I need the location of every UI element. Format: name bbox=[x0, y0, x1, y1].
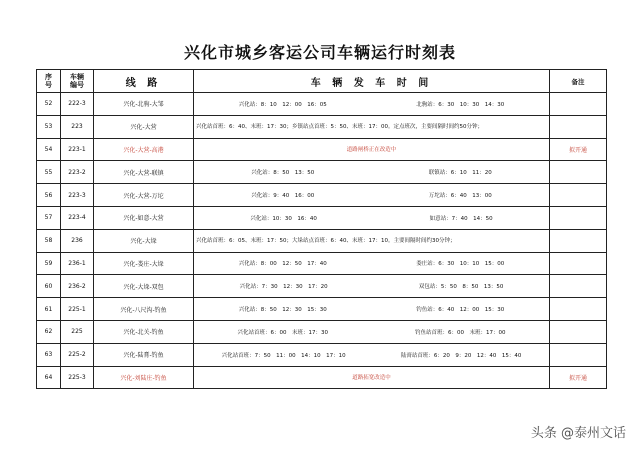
page-title: 兴化市城乡客运公司车辆运行时刻表 bbox=[183, 43, 456, 62]
row-note bbox=[550, 161, 607, 184]
schedule-line bbox=[194, 282, 549, 290]
row-note bbox=[550, 229, 607, 252]
schedule-segment: 兴化站：8：50 13：50 bbox=[251, 170, 315, 177]
row-route: 兴化-大垛 bbox=[94, 229, 194, 252]
row-schedule bbox=[194, 161, 550, 184]
schedule-line bbox=[194, 305, 549, 313]
row-vehicle-number: 223-2 bbox=[61, 161, 94, 184]
row-note bbox=[550, 206, 607, 229]
row-seq: 56 bbox=[37, 184, 61, 207]
row-route: 兴化-北关-钓鱼 bbox=[94, 320, 194, 343]
schedule-segment: 北驹站：6：30 10：30 14：30 bbox=[416, 101, 505, 108]
row-route: 兴化-北驹-大邹 bbox=[94, 93, 194, 116]
column-header-seq-line2: 号 bbox=[45, 81, 52, 89]
schedule-text: 兴化站首班：6：40、末班：17：30；乡镇站点首班：5：50、末班：17：00。定点班次，主要间隔时间约50分钟； bbox=[196, 123, 483, 130]
row-note bbox=[550, 275, 607, 298]
schedule-segment: 万坨站：6：40 13：00 bbox=[428, 193, 492, 200]
table-row bbox=[37, 184, 607, 207]
row-note: 拟开通 bbox=[550, 138, 607, 161]
row-seq: 57 bbox=[37, 206, 61, 229]
row-route: 兴化-娄庄-大垛 bbox=[94, 252, 194, 275]
table-row bbox=[37, 343, 607, 366]
table-row bbox=[37, 161, 607, 184]
schedule-segment: 兴化站：8：00 12：50 17：40 bbox=[238, 261, 327, 268]
row-vehicle-number: 223-3 bbox=[61, 184, 94, 207]
row-vehicle-number: 225 bbox=[61, 320, 94, 343]
schedule-line bbox=[194, 191, 549, 199]
row-vehicle-number: 225-3 bbox=[61, 366, 94, 389]
row-vehicle-number: 223-1 bbox=[61, 138, 94, 161]
row-note bbox=[550, 252, 607, 275]
column-header-note: 备注 bbox=[550, 70, 607, 93]
row-seq: 59 bbox=[37, 252, 61, 275]
row-schedule bbox=[194, 366, 550, 389]
column-header-vehicle bbox=[61, 70, 94, 93]
row-vehicle-number: 223-4 bbox=[61, 206, 94, 229]
row-vehicle-number: 236-2 bbox=[61, 275, 94, 298]
schedule-segment: 陆膏站首班：6：20 9：20 12：40 15：40 bbox=[400, 352, 522, 359]
row-route: 兴化-大垛-双包 bbox=[94, 275, 194, 298]
row-vehicle-number: 236 bbox=[61, 229, 94, 252]
row-route: 兴化-陆膏-钓鱼 bbox=[94, 343, 194, 366]
row-route: 兴化-刘陆庄-钓鱼 bbox=[94, 366, 194, 389]
row-seq: 63 bbox=[37, 343, 61, 366]
table-row bbox=[37, 320, 607, 343]
column-header-vehicle-line1: 车辆 bbox=[70, 73, 84, 81]
schedule-segment: 如意站：7：40 14：50 bbox=[429, 215, 493, 222]
schedule-segment: 双包站：5：50 8：50 13：50 bbox=[418, 284, 504, 291]
row-seq: 61 bbox=[37, 298, 61, 321]
schedule-segment: 兴化站：10：30 16：40 bbox=[250, 215, 317, 222]
row-route: 兴化-大营-万坨 bbox=[94, 184, 194, 207]
schedule-line bbox=[194, 351, 549, 359]
row-schedule bbox=[194, 298, 550, 321]
schedule-text: 兴化站首班：6：05、末班：17：50；大垛站点首班：6：40、末班：17：10。主要间隔时间约30分钟； bbox=[196, 237, 456, 244]
row-seq: 62 bbox=[37, 320, 61, 343]
schedule-segment: 娄庄站：6：30 10：10 15：00 bbox=[416, 261, 505, 268]
row-schedule bbox=[194, 229, 550, 252]
table-row bbox=[37, 366, 607, 389]
schedule-segment: 钓鱼站首班：6：00 末班：17：00 bbox=[415, 329, 506, 336]
row-vehicle-number: 222-3 bbox=[61, 93, 94, 116]
row-vehicle-number: 236-1 bbox=[61, 252, 94, 275]
schedule-segment: 兴化站：8：10 12：00 16：05 bbox=[238, 101, 327, 108]
column-header-seq bbox=[37, 70, 61, 93]
row-schedule bbox=[194, 93, 550, 116]
row-seq: 64 bbox=[37, 366, 61, 389]
watermark: 头条 @泰州文话 bbox=[530, 426, 626, 441]
schedule-segment: 钓鱼站：6：40 12：00 15：30 bbox=[416, 307, 505, 314]
row-route: 兴化-八尺沟-钓鱼 bbox=[94, 298, 194, 321]
row-seq: 58 bbox=[37, 229, 61, 252]
row-route: 兴化-如意-大营 bbox=[94, 206, 194, 229]
schedule-line bbox=[194, 214, 549, 222]
table-row bbox=[37, 206, 607, 229]
row-note bbox=[550, 115, 607, 138]
schedule-segment: 联镇站：6：10 11：20 bbox=[428, 170, 492, 177]
row-note bbox=[550, 298, 607, 321]
row-vehicle-number: 223 bbox=[61, 115, 94, 138]
row-note: 拟开通 bbox=[550, 366, 607, 389]
schedule-line bbox=[194, 328, 549, 336]
row-seq: 52 bbox=[37, 93, 61, 116]
table-row bbox=[37, 229, 607, 252]
row-schedule bbox=[194, 138, 550, 161]
column-header-route: 线 路 bbox=[94, 70, 194, 93]
schedule-segment: 兴化站首班：7：50 11：00 14：10 17：10 bbox=[221, 352, 346, 359]
row-schedule bbox=[194, 206, 550, 229]
schedule-line bbox=[194, 100, 549, 108]
schedule-segment: 兴化站首班：6：00 末班：17：30 bbox=[237, 329, 328, 336]
schedule-segment: 兴化站：8：50 12：30 15：30 bbox=[238, 307, 327, 314]
schedule-line bbox=[194, 145, 549, 153]
row-note bbox=[550, 93, 607, 116]
column-header-seq-line1: 序 bbox=[45, 73, 52, 81]
row-note bbox=[550, 343, 607, 366]
schedule-line bbox=[194, 168, 549, 176]
table-body bbox=[37, 93, 607, 389]
column-header-schedule: 车 辆 发 车 时 间 bbox=[194, 70, 550, 93]
table-row bbox=[37, 138, 607, 161]
table-row bbox=[37, 93, 607, 116]
row-schedule bbox=[194, 115, 550, 138]
row-note bbox=[550, 320, 607, 343]
row-route: 兴化-大营 bbox=[94, 115, 194, 138]
row-seq: 54 bbox=[37, 138, 61, 161]
schedule-line bbox=[194, 259, 549, 267]
row-vehicle-number: 225-2 bbox=[61, 343, 94, 366]
schedule-segment: 兴化站：7：30 12：30 17：20 bbox=[239, 284, 328, 291]
schedule-segment: 道路闸桥正在改造中 bbox=[346, 147, 397, 154]
row-schedule bbox=[194, 343, 550, 366]
row-seq: 55 bbox=[37, 161, 61, 184]
schedule-line bbox=[194, 373, 549, 381]
column-header-vehicle-line2: 编号 bbox=[70, 81, 84, 89]
row-vehicle-number: 225-1 bbox=[61, 298, 94, 321]
row-seq: 53 bbox=[37, 115, 61, 138]
table-header-row bbox=[37, 70, 607, 93]
timetable bbox=[36, 69, 607, 389]
schedule-segment: 兴化站：9：40 16：00 bbox=[251, 193, 315, 200]
row-note bbox=[550, 184, 607, 207]
row-route: 兴化-大营-联镇 bbox=[94, 161, 194, 184]
row-seq: 60 bbox=[37, 275, 61, 298]
row-schedule bbox=[194, 252, 550, 275]
table-row bbox=[37, 252, 607, 275]
row-schedule bbox=[194, 275, 550, 298]
schedule-segment: 道路拓宽改造中 bbox=[352, 375, 391, 382]
row-schedule bbox=[194, 320, 550, 343]
table-row bbox=[37, 275, 607, 298]
table-row bbox=[37, 298, 607, 321]
row-route: 兴化-大营-高港 bbox=[94, 138, 194, 161]
table-row bbox=[37, 115, 607, 138]
row-schedule bbox=[194, 184, 550, 207]
